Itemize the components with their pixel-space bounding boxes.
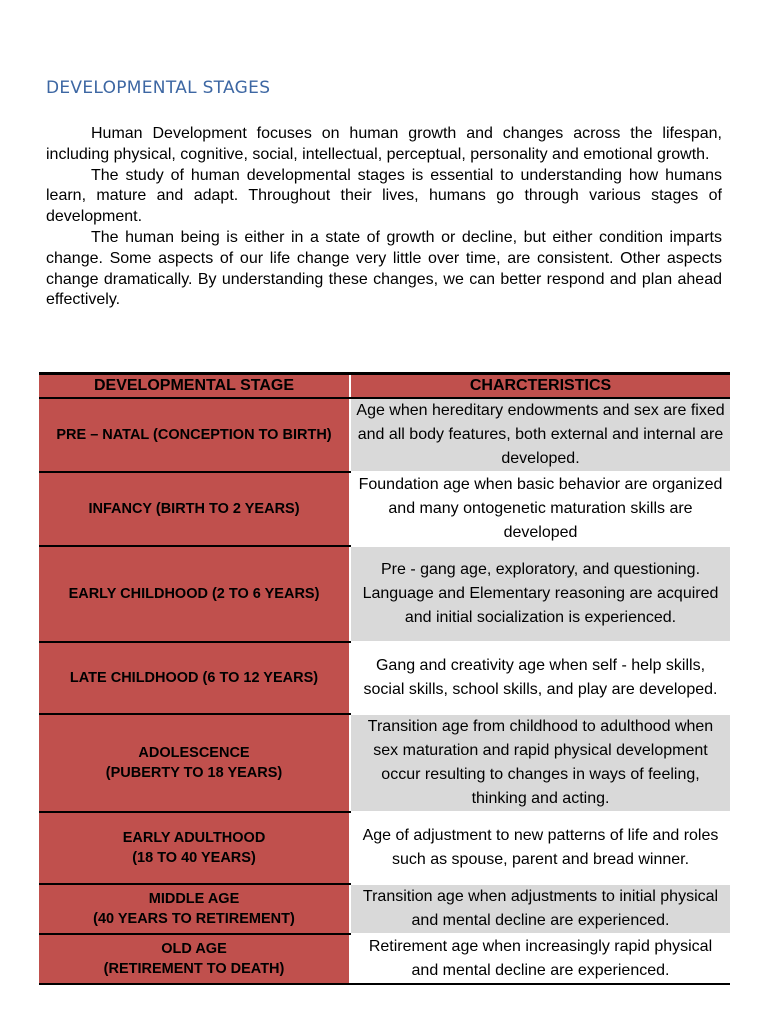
characteristics-cell: Retirement age when increasingly rapid physical and mental decline are experienced.: [350, 934, 730, 984]
stage-label: EARLY CHILDHOOD (2 TO 6 YEARS): [68, 586, 320, 602]
characteristics-cell: Age when hereditary endowments and sex are fixed and all body features, both external and internal are developed.: [350, 398, 730, 472]
intro-text: [46, 124, 722, 311]
stage-age-range: (RETIREMENT TO DEATH): [103, 961, 285, 977]
table-row: [39, 934, 730, 984]
characteristics-cell: Age of adjustment to new patterns of life and roles such as spouse, parent and bread winner.: [350, 812, 730, 884]
stage-cell: [39, 546, 350, 642]
stage-label: PRE – NATAL (CONCEPTION TO BIRTH): [56, 427, 332, 443]
stage-age-range: (18 TO 40 YEARS): [132, 850, 256, 866]
stage-cell: [39, 934, 350, 984]
stage-cell: [39, 642, 350, 714]
stage-label: EARLY ADULTHOOD: [122, 830, 266, 846]
table-row: [39, 642, 730, 714]
stage-age-range: (PUBERTY TO 18 YEARS): [105, 765, 283, 781]
stage-cell: [39, 472, 350, 546]
table-header-row: [39, 374, 730, 399]
characteristics-cell: Pre - gang age, exploratory, and questioning. Language and Elementary reasoning are acquired and initial socialization is experienced.: [350, 546, 730, 642]
table-row: [39, 472, 730, 546]
stage-cell: [39, 714, 350, 812]
developmental-stages-table: [39, 372, 730, 985]
stage-cell: [39, 812, 350, 884]
table-row: [39, 546, 730, 642]
characteristics-cell: Transition age from childhood to adulthood when sex maturation and rapid physical development occur resulting to changes in ways of feeling, thinking and acting.: [350, 714, 730, 812]
table-row: [39, 714, 730, 812]
stage-label: OLD AGE: [161, 941, 227, 957]
stage-cell: [39, 398, 350, 472]
table-row: [39, 812, 730, 884]
stage-label: MIDDLE AGE: [148, 891, 240, 907]
stage-age-range: (40 YEARS TO RETIREMENT): [93, 911, 295, 927]
page-title: DEVELOPMENTAL STAGES: [46, 78, 271, 98]
table-row: [39, 884, 730, 934]
intro-paragraph: Human Development focuses on human growth and changes across the lifespan, including physical, cognitive, social, intellectual, perceptual, personality and emotional growth.: [46, 125, 722, 163]
intro-paragraph: The study of human developmental stages is essential to understanding how humans learn, mature and adapt. Throughout their lives, humans go through various stages of development.: [46, 166, 722, 226]
characteristics-cell: Gang and creativity age when self - help skills, social skills, school skills, and play are developed.: [350, 642, 730, 714]
stage-label: ADOLESCENCE: [138, 745, 250, 761]
stage-label: LATE CHILDHOOD (6 TO 12 YEARS): [69, 670, 319, 686]
table-row: [39, 398, 730, 472]
characteristics-cell: Foundation age when basic behavior are organized and many ontogenetic maturation skills are developed: [350, 472, 730, 546]
intro-paragraph: The human being is either in a state of growth or decline, but either condition imparts change. Some aspects of our life change very little over time, are consistent. Other aspects change dramatically. By understanding these changes, we can better respond and plan ahead effectively.: [46, 228, 722, 309]
stage-cell: [39, 884, 350, 934]
header-stage: DEVELOPMENTAL STAGE: [39, 374, 350, 399]
characteristics-cell: Transition age when adjustments to initial physical and mental decline are experienced.: [350, 884, 730, 934]
header-characteristics: CHARCTERISTICS: [350, 374, 730, 399]
stage-label: INFANCY (BIRTH TO 2 YEARS): [88, 501, 300, 517]
